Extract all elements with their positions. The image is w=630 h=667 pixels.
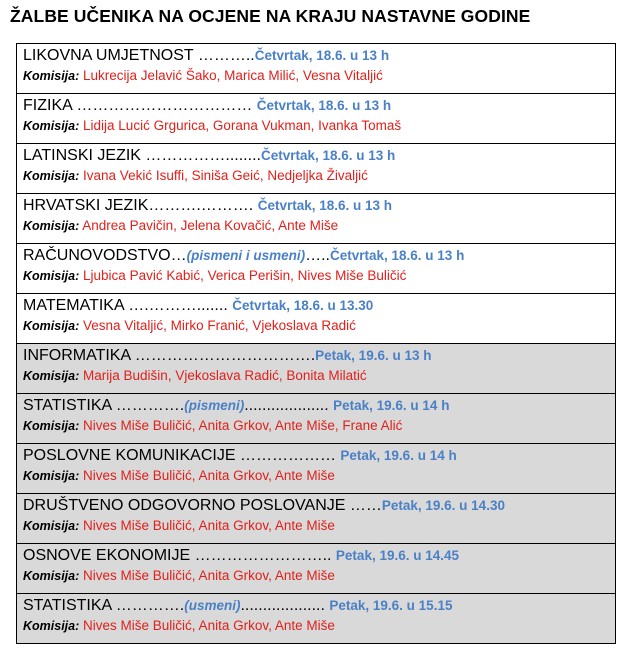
subject-name: STATISTIKA [23, 397, 112, 414]
committee-line [23, 167, 368, 185]
exam-date-time: Četvrtak, 18.6. u 13 h [257, 198, 393, 213]
subject-name: LIKOVNA UMJETNOST [23, 47, 194, 64]
committee-members: Nives Miše Buličić, Anita Grkov, Ante Miše [83, 568, 335, 583]
committee-members: Ivana Vekić Isuffi, Siniša Geić, Nedjeljka Živaljić [83, 168, 368, 183]
committee-label: Komisija: [23, 569, 80, 583]
exam-type-note: (pismeni) [184, 398, 245, 413]
committee-label: Komisija: [23, 319, 80, 333]
committee-label: Komisija: [23, 369, 80, 383]
committee-line [23, 367, 367, 385]
committee-line [23, 517, 335, 535]
subject-name: LATINSKI JEZIK [23, 147, 141, 164]
leader-dots: ……….. [193, 47, 255, 64]
committee-label: Komisija: [23, 119, 80, 133]
committee-members: Nives Miše Buličić, Anita Grkov, Ante Miše [83, 618, 335, 633]
subject-line [23, 396, 449, 416]
committee-line [23, 217, 338, 235]
committee-label: Komisija: [23, 69, 80, 83]
leader-dots-2: ................... [244, 397, 334, 414]
exam-type-note: (usmeni) [184, 598, 241, 613]
leader-dots-2: ….. [305, 247, 330, 264]
committee-members: Ljubica Pavić Kabić, Verica Perišin, Nives Miše Buličić [83, 268, 407, 283]
subject-line [23, 96, 391, 116]
committee-members: Nives Miše Buličić, Anita Grkov, Ante Miše [83, 518, 335, 533]
subject-line [23, 346, 431, 366]
exam-date-time: Četvrtak, 18.6. u 13 h [256, 98, 392, 113]
subject-line [23, 596, 452, 616]
committee-members: Marija Budišin, Vjekoslava Radić, Bonita Milatić [83, 368, 367, 383]
committee-line [23, 417, 402, 435]
schedule-row [17, 544, 615, 594]
appeal-schedule-table [16, 43, 616, 644]
subject-line [23, 296, 373, 316]
committee-label: Komisija: [23, 469, 80, 483]
committee-members: Andrea Pavičin, Jelena Kovačić, Ante Miše [82, 218, 339, 233]
subject-line [23, 196, 392, 216]
subject-name: FIZIKA [23, 97, 72, 114]
committee-label: Komisija: [23, 219, 80, 233]
schedule-rows [17, 44, 615, 644]
exam-date-time: Četvrtak, 18.6. u 13 h [330, 248, 465, 263]
exam-date-time: Četvrtak, 18.6. u 13.30 [232, 298, 374, 313]
exam-date-time: Petak, 19.6. u 15.15 [329, 598, 453, 613]
schedule-row [17, 144, 615, 194]
committee-members: Lidija Lucić Grgurica, Gorana Vukman, Ivanka Tomaš [83, 118, 402, 133]
leader-dots: …… [345, 497, 382, 514]
committee-line [23, 567, 335, 585]
committee-line [23, 317, 356, 335]
subject-line [23, 46, 389, 66]
leader-dots: ….………....... [123, 297, 233, 314]
committee-line [23, 267, 406, 285]
subject-line [23, 446, 457, 466]
committee-line [23, 117, 401, 135]
subject-name: MATEMATIKA [23, 297, 124, 314]
leader-dots: ……………………………. [130, 347, 316, 364]
exam-date-time: Četvrtak, 18.6. u 13 h [260, 148, 396, 163]
subject-line [23, 146, 395, 166]
schedule-row [17, 244, 615, 294]
committee-line [23, 467, 335, 485]
committee-members: Lukrecija Jelavić Šako, Marica Milić, Vesna Vitaljić [83, 68, 383, 83]
schedule-row [17, 444, 615, 494]
exam-type-note: (pismeni i usmeni) [186, 248, 306, 263]
schedule-row [17, 94, 615, 144]
schedule-row [17, 194, 615, 244]
leader-dots-2: ................... [240, 597, 330, 614]
leader-dots: ……………… [235, 447, 341, 464]
schedule-row [17, 44, 615, 94]
subject-name: STATISTIKA [23, 597, 112, 614]
committee-label: Komisija: [23, 269, 80, 283]
subject-line [23, 546, 459, 566]
schedule-row [17, 394, 615, 444]
subject-name: POSLOVNE KOMUNIKACIJE [23, 447, 236, 464]
subject-name: DRUŠTVENO ODGOVORNO POSLOVANJE [23, 497, 346, 514]
committee-label: Komisija: [23, 419, 80, 433]
committee-members: Vesna Vitaljić, Mirko Franić, Vjekoslava Radić [83, 318, 356, 333]
committee-members: Nives Miše Buličić, Anita Grkov, Ante Miše [83, 468, 335, 483]
leader-dots: … [170, 247, 187, 264]
committee-label: Komisija: [23, 169, 80, 183]
leader-dots: …………………………… [71, 97, 257, 114]
exam-date-time: Petak, 19.6. u 13 h [315, 348, 432, 363]
exam-date-time: Petak, 19.6. u 14 h [340, 448, 457, 463]
schedule-row [17, 344, 615, 394]
subject-line [23, 496, 505, 516]
leader-dots: ……….………. [148, 197, 258, 214]
subject-name: INFORMATIKA [23, 347, 131, 364]
schedule-row [17, 594, 615, 644]
leader-dots: ……………........ [140, 147, 261, 164]
leader-dots: …………. [111, 397, 185, 414]
exam-date-time: Petak, 19.6. u 14 h [333, 398, 450, 413]
exam-date-time: Četvrtak, 18.6. u 13 h [254, 48, 390, 63]
subject-name: OSNOVE EKONOMIJE [23, 547, 191, 564]
committee-line [23, 67, 383, 85]
subject-line [23, 246, 464, 266]
subject-name: RAČUNOVODSTVO [23, 247, 171, 264]
subject-name: HRVATSKI JEZIK [23, 197, 149, 214]
committee-line [23, 617, 335, 635]
schedule-row [17, 294, 615, 344]
exam-date-time: Petak, 19.6. u 14.30 [381, 498, 505, 513]
exam-date-time: Petak, 19.6. u 14.45 [335, 548, 460, 563]
leader-dots: …………. [111, 597, 185, 614]
page-title: ŽALBE UČENIKA NA OCJENE NA KRAJU NASTAVNE GODINE [10, 6, 531, 26]
leader-dots: …………………….. [190, 547, 336, 564]
committee-members: Nives Miše Buličić, Anita Grkov, Ante Miše, Frane Alić [83, 418, 403, 433]
schedule-row [17, 494, 615, 544]
committee-label: Komisija: [23, 519, 80, 533]
committee-label: Komisija: [23, 619, 80, 633]
